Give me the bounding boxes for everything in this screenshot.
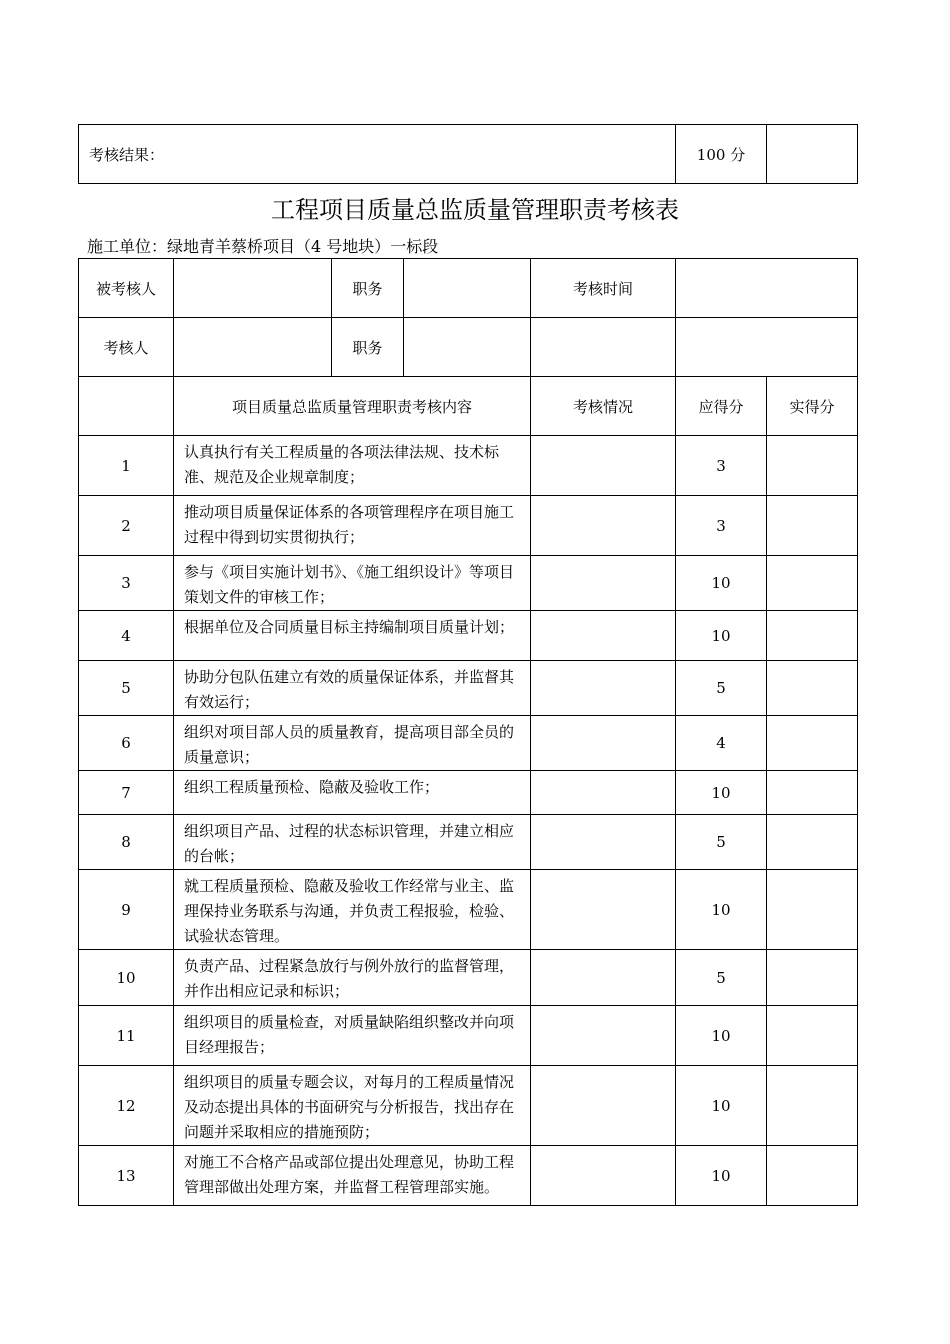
- row-actual-score[interactable]: [767, 815, 858, 870]
- row-due-score: 10: [676, 1146, 767, 1206]
- table-row: [79, 556, 858, 611]
- col-status-header: 考核情况: [531, 377, 676, 436]
- col-due-header: 应得分: [676, 377, 767, 436]
- result-score: 100 分: [676, 125, 767, 184]
- table-row: [79, 1146, 858, 1206]
- row-no: 11: [79, 1006, 174, 1066]
- row-due-score: 10: [676, 556, 767, 611]
- row-actual-score[interactable]: [767, 611, 858, 661]
- row-content: 就工程质量预检、隐蔽及验收工作经常与业主、监理保持业务联系与沟通，并负责工程报验，检验、试验状态管理。: [174, 870, 531, 950]
- position-label-2: 职务: [332, 318, 404, 377]
- result-table: [78, 124, 858, 184]
- row-actual-score[interactable]: [767, 1006, 858, 1066]
- row-actual-score[interactable]: [767, 496, 858, 556]
- examinee-row: [79, 259, 858, 318]
- row-content: 组织项目产品、过程的状态标识管理，并建立相应的台帐；: [174, 815, 531, 870]
- row-no: 8: [79, 815, 174, 870]
- row-due-score: 10: [676, 1066, 767, 1146]
- table-row: [79, 870, 858, 950]
- row-no: 9: [79, 870, 174, 950]
- row-content: 对施工不合格产品或部位提出处理意见，协助工程管理部做出处理方案，并监督工程管理部实施。: [174, 1146, 531, 1206]
- row-actual-score[interactable]: [767, 716, 858, 771]
- row-content: 推动项目质量保证体系的各项管理程序在项目施工过程中得到切实贯彻执行；: [174, 496, 531, 556]
- examiner-label: 考核人: [79, 318, 174, 377]
- result-actual[interactable]: [767, 125, 858, 184]
- row-status[interactable]: [531, 716, 676, 771]
- blank-cell-2: [676, 318, 858, 377]
- table-row: [79, 496, 858, 556]
- row-actual-score[interactable]: [767, 436, 858, 496]
- table-row: [79, 436, 858, 496]
- row-status[interactable]: [531, 611, 676, 661]
- row-due-score: 10: [676, 1006, 767, 1066]
- row-no: 7: [79, 771, 174, 815]
- row-content: 协助分包队伍建立有效的质量保证体系，并监督其有效运行；: [174, 661, 531, 716]
- assessment-table: [78, 258, 858, 1206]
- table-row: [79, 716, 858, 771]
- row-due-score: 5: [676, 661, 767, 716]
- row-due-score: 4: [676, 716, 767, 771]
- row-due-score: 3: [676, 436, 767, 496]
- time-value[interactable]: [676, 259, 858, 318]
- row-content: 认真执行有关工程质量的各项法律法规、技术标准、规范及企业规章制度；: [174, 436, 531, 496]
- row-status[interactable]: [531, 1066, 676, 1146]
- row-status[interactable]: [531, 815, 676, 870]
- row-actual-score[interactable]: [767, 556, 858, 611]
- table-row: [79, 950, 858, 1006]
- row-due-score: 10: [676, 870, 767, 950]
- examiner-row: [79, 318, 858, 377]
- row-content: 根据单位及合同质量目标主持编制项目质量计划；: [174, 611, 531, 661]
- row-actual-score[interactable]: [767, 870, 858, 950]
- row-no: 12: [79, 1066, 174, 1146]
- row-due-score: 10: [676, 771, 767, 815]
- row-status[interactable]: [531, 771, 676, 815]
- position-value[interactable]: [404, 259, 531, 318]
- row-no: 13: [79, 1146, 174, 1206]
- col-no-header: [79, 377, 174, 436]
- row-status[interactable]: [531, 1006, 676, 1066]
- blank-cell: [531, 318, 676, 377]
- col-content-header: 项目质量总监质量管理职责考核内容: [174, 377, 531, 436]
- examinee-label: 被考核人: [79, 259, 174, 318]
- position-value-2[interactable]: [404, 318, 531, 377]
- construction-unit: 施工单位：绿地青羊蔡桥项目（4 号地块）一标段: [87, 237, 439, 256]
- row-no: 6: [79, 716, 174, 771]
- row-status[interactable]: [531, 870, 676, 950]
- table-row: [79, 611, 858, 661]
- row-status[interactable]: [531, 556, 676, 611]
- row-no: 3: [79, 556, 174, 611]
- table-row: [79, 1066, 858, 1146]
- row-status[interactable]: [531, 950, 676, 1006]
- row-status[interactable]: [531, 1146, 676, 1206]
- row-actual-score[interactable]: [767, 661, 858, 716]
- row-content: 组织项目的质量检查，对质量缺陷组织整改并向项目经理报告；: [174, 1006, 531, 1066]
- table-row: [79, 1006, 858, 1066]
- table-row: [79, 771, 858, 815]
- time-label: 考核时间: [531, 259, 676, 318]
- row-no: 4: [79, 611, 174, 661]
- result-row: [79, 125, 858, 184]
- row-content: 负责产品、过程紧急放行与例外放行的监督管理，并作出相应记录和标识；: [174, 950, 531, 1006]
- row-due-score: 5: [676, 815, 767, 870]
- table-row: [79, 815, 858, 870]
- position-label: 职务: [332, 259, 404, 318]
- row-actual-score[interactable]: [767, 771, 858, 815]
- row-no: 10: [79, 950, 174, 1006]
- row-content: 组织项目的质量专题会议，对每月的工程质量情况及动态提出具体的书面研究与分析报告，找出存在问题并采取相应的措施预防；: [174, 1066, 531, 1146]
- examiner-value[interactable]: [174, 318, 332, 377]
- column-header-row: [79, 377, 858, 436]
- row-content: 组织工程质量预检、隐蔽及验收工作；: [174, 771, 531, 815]
- row-due-score: 10: [676, 611, 767, 661]
- form-title: 工程项目质量总监质量管理职责考核表: [271, 196, 679, 224]
- row-no: 1: [79, 436, 174, 496]
- row-content: 参与《项目实施计划书》、《施工组织设计》等项目策划文件的审核工作；: [174, 556, 531, 611]
- result-label: 考核结果：: [79, 125, 676, 184]
- row-no: 5: [79, 661, 174, 716]
- row-actual-score[interactable]: [767, 950, 858, 1006]
- row-status[interactable]: [531, 496, 676, 556]
- row-status[interactable]: [531, 661, 676, 716]
- row-content: 组织对项目部人员的质量教育，提高项目部全员的质量意识；: [174, 716, 531, 771]
- col-actual-header: 实得分: [767, 377, 858, 436]
- row-actual-score[interactable]: [767, 1146, 858, 1206]
- row-due-score: 3: [676, 496, 767, 556]
- examinee-value[interactable]: [174, 259, 332, 318]
- table-row: [79, 661, 858, 716]
- row-actual-score[interactable]: [767, 1066, 858, 1146]
- row-due-score: 5: [676, 950, 767, 1006]
- row-status[interactable]: [531, 436, 676, 496]
- row-no: 2: [79, 496, 174, 556]
